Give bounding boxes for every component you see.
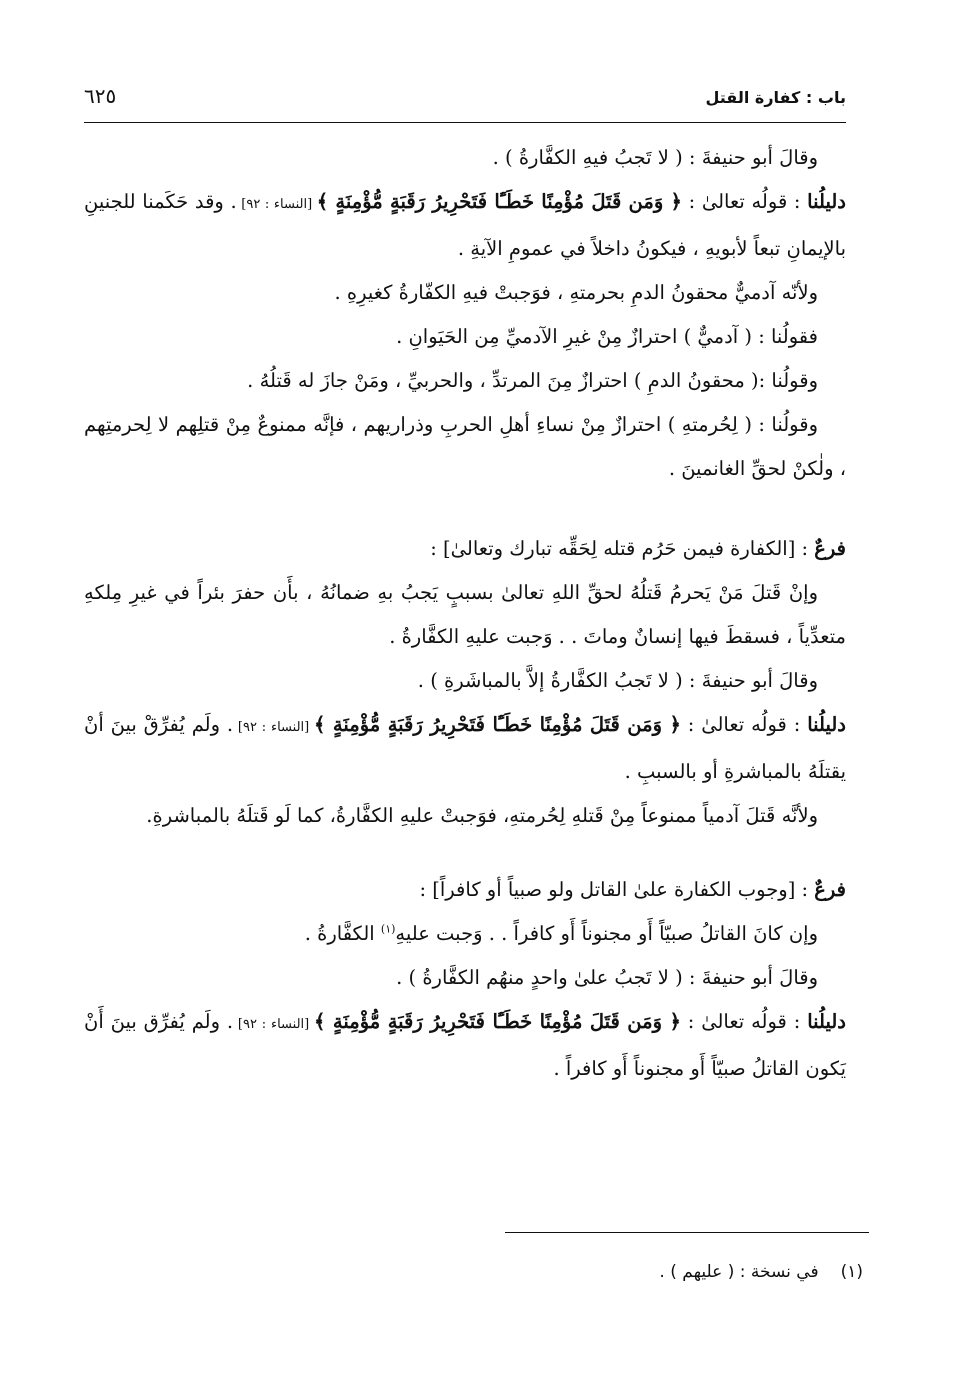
lead-word: دليلُنا [807, 713, 846, 736]
paragraph: وقولُنا : ( لِحُرمتهِ ) احترازٌ مِنْ نساءِ أهلِ الحربِ وذراريهم ، فإنَّه ممنوعٌ مِنْ قتلِهم لا لِحرمتِهم ، ولٰكنْ لحقِّ الغانمينَ . [84, 413, 846, 480]
proof-paragraph: دليلُنا : قولُه تعالىٰ : ﴿ وَمَن قَتَلَ مُؤْمِنًا خَطَـًٔا فَتَحْرِيرُ رَقَبَةٍ مُّؤْمِنَةٍ ﴾ [النساء : ٩٢] . ولَم يُفرِّق بينَ أَنْ يَكون القاتلُ صبيّاً أَو مجنوناً أَو كافراً . [84, 1010, 846, 1080]
branch-heading: فرعٌ : [الكفارة فيمن حَرُم قتله لِحَقِّه تبارك وتعالىٰ] : [430, 537, 846, 560]
page-number: ٦٢٥ [84, 84, 117, 108]
footnote-rule [505, 1232, 869, 1233]
paragraph: وإن كانَ القاتلُ صبيّاً أَو مجنوناً أَو كافراً . . وَجبت عليهِ$^{(١)}$ الكفَّارةُ . [304, 922, 818, 945]
footnote-marker: (١) [380, 922, 396, 936]
main-text [84, 136, 846, 1091]
branch-heading: فرعٌ : [وجوب الكفارة علىٰ القاتل ولو صبياً أو كافراً] : [419, 878, 846, 901]
verse-reference: [النساء : ٩٢] [233, 720, 315, 735]
footnote-text: في نسخة : ( عليهم ) . [659, 1262, 819, 1282]
branch-label: فرعٌ [814, 878, 846, 901]
quran-verse: ﴿ وَمَن قَتَلَ مُؤْمِنًا خَطَـًٔا فَتَحْرِيرُ رَقَبَةٍ مُّؤْمِنَةٍ ﴾ [314, 1010, 681, 1033]
quran-verse: ﴿ وَمَن قَتَلَ مُؤْمِنًا خَطَـًٔا فَتَحْرِيرُ رَقَبَةٍ مُّؤْمِنَةٍ ﴾ [314, 713, 681, 736]
lead-word: دليلُنا [807, 190, 846, 213]
header-rule [84, 122, 846, 123]
proof-paragraph: دليلُنا : قولُه تعالىٰ : ﴿ وَمَن قَتَلَ مُؤْمِنًا خَطَـًٔا فَتَحْرِيرُ رَقَبَةٍ مُّؤْمِنَةٍ ﴾ [النساء : ٩٢] . وقد حَكَمنا للجنينِ بالإيمانِ تبعاً لأبويهِ ، فيكونُ داخلاً في عمومِ الآيةِ . [84, 190, 846, 260]
running-header [84, 84, 846, 118]
footnote [263, 1262, 863, 1282]
quran-verse: ﴿ وَمَن قَتَلَ مُؤْمِنًا خَطَـًٔا فَتَحْرِيرُ رَقَبَةٍ مُّؤْمِنَةٍ ﴾ [316, 190, 682, 213]
lead-word: دليلُنا [807, 1010, 846, 1033]
paragraph: فقولُنا : ( آدميٌّ ) احترازٌ مِنْ غيرِ الآدميِّ مِن الحَيَوانِ . [396, 325, 818, 348]
paragraph: وقالَ أبو حنيفةَ : ( لا تَجبُ فيهِ الكفَّارةُ ) . [492, 146, 818, 169]
footnote-number: (١) [840, 1262, 863, 1282]
paragraph: وقولُنا :( محقونُ الدمِ ) احترازٌ مِنَ المرتدِّ ، والحربيِّ ، ومَنْ جازَ له قَتلُهُ . [247, 369, 818, 392]
paragraph: وإنْ قَتلَ مَنْ يَحرمُ قَتلُهُ لحقِّ اللهِ تعالىٰ بسببٍ يَجبُ بهِ ضمانُهُ ، بأَن حفرَ بئراً في غيرِ مِلكهِ متعدِّياً ، فسقطَ فيها إنسانٌ وماتَ . . وَجبت عليهِ الكفَّارةُ . [84, 581, 846, 648]
verse-reference: [النساء : ٩٢] [233, 1017, 315, 1032]
chapter-title: باب : كفارة القتل [705, 88, 846, 107]
proof-paragraph: دليلُنا : قولُه تعالىٰ : ﴿ وَمَن قَتَلَ مُؤْمِنًا خَطَـًٔا فَتَحْرِيرُ رَقَبَةٍ مُّؤْمِنَةٍ ﴾ [النساء : ٩٢] . ولَم يُفرِّقْ بينَ أنْ يقتلَهُ بالمباشرةِ أو بالسببِ . [84, 713, 846, 783]
verse-reference: [النساء : ٩٢] [236, 197, 317, 212]
paragraph: ولأنّه آدميٌّ محقونُ الدمِ بحرمتهِ ، فوَجبتْ فيهِ الكفّارةُ كغيرِهِ . [334, 281, 818, 304]
paragraph: وقالَ أبو حنيفةَ : ( لا تَجبُ علىٰ واحدٍ منهُم الكفَّارةُ ) . [396, 966, 818, 989]
paragraph: وقالَ أبو حنيفةَ : ( لا تَجبُ الكفَّارةُ إلاَّ بالمباشَرةِ ) . [417, 669, 818, 692]
branch-label: فرعٌ [814, 537, 846, 560]
paragraph: ولأنَّه قَتلَ آدمياً ممنوعاً مِنْ قَتلهِ لِحُرمتهِ، فوَجبتْ عليهِ الكفَّارةُ، كما لَو قَتلَهُ بالمباشرةِ. [146, 804, 818, 827]
